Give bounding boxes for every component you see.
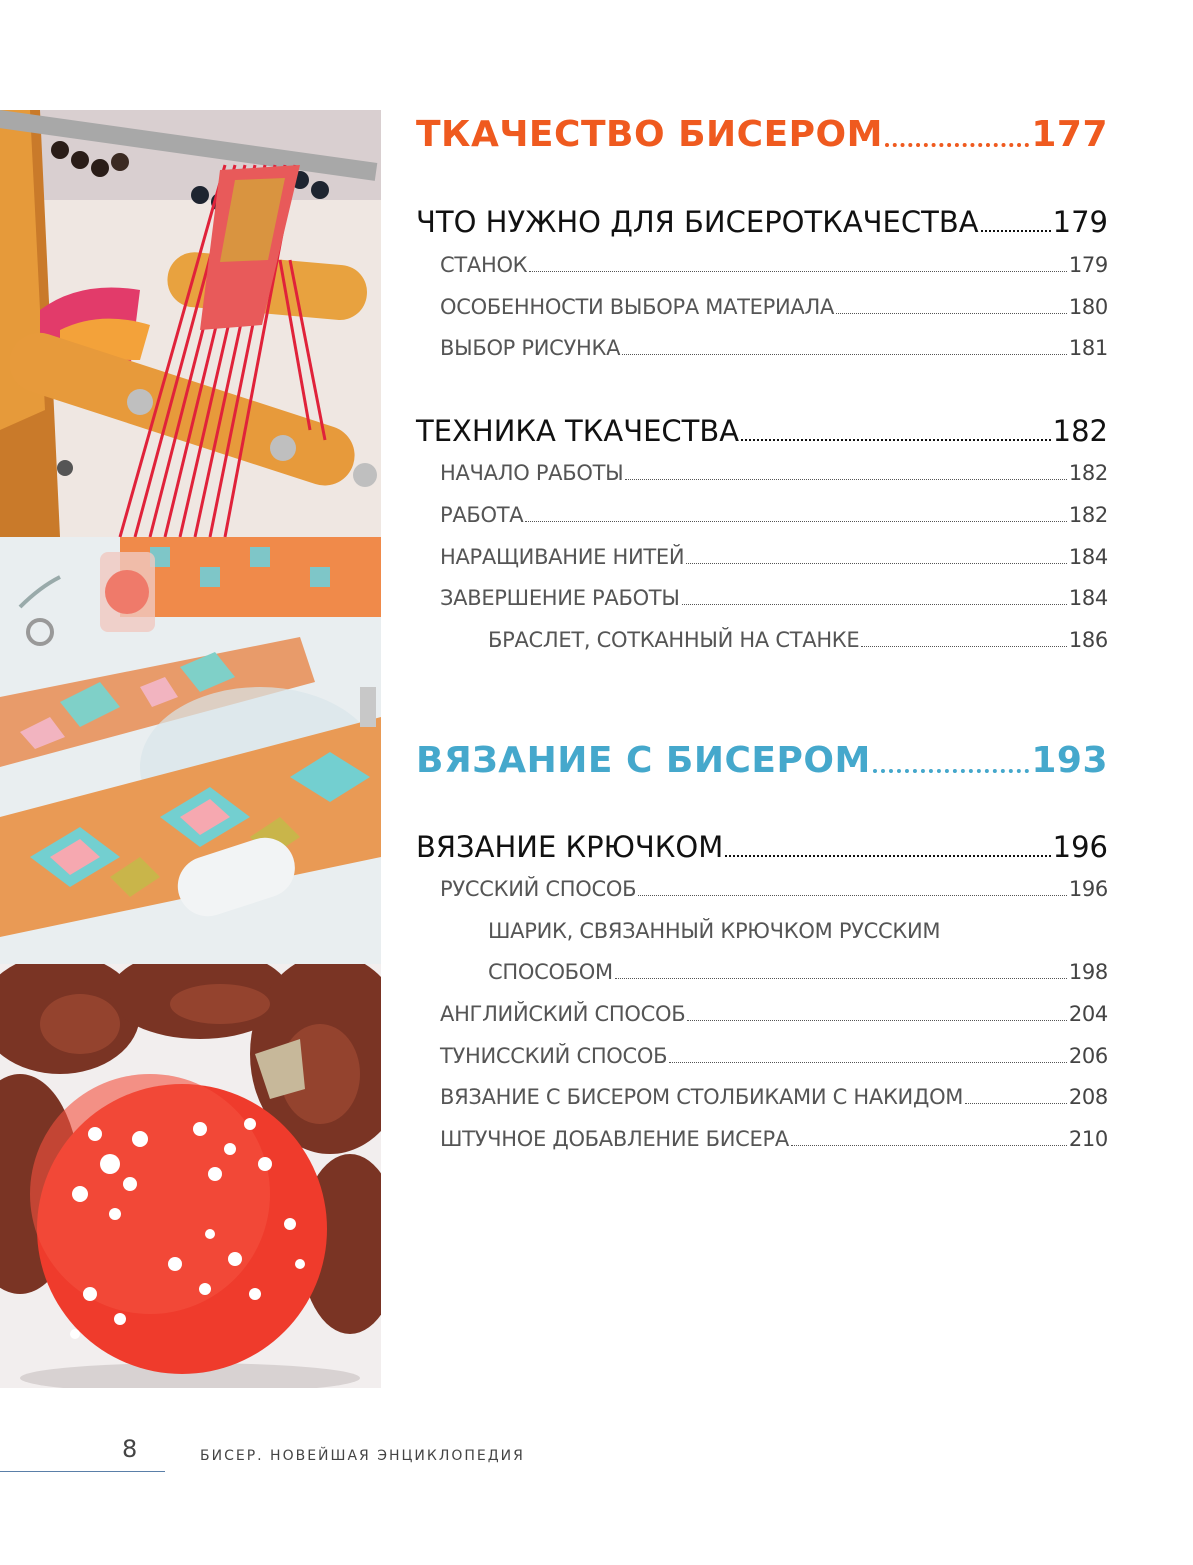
leader-dots xyxy=(725,855,1050,857)
leader-dots xyxy=(791,1145,1067,1146)
leader-dots xyxy=(525,521,1066,522)
leader-dots xyxy=(836,313,1067,314)
running-title: БИСЕР. НОВЕЙШАЯ ЭНЦИКЛОПЕДИЯ xyxy=(200,1448,525,1464)
beaded-ball-photo xyxy=(0,964,381,1388)
toc-subitem[interactable] xyxy=(488,628,1108,652)
item-title: ВЯЗАНИЕ С БИСЕРОМ СТОЛБИКАМИ С НАКИДОМ xyxy=(440,1085,964,1109)
leader-dots xyxy=(741,439,1051,441)
toc-item[interactable] xyxy=(440,295,1108,319)
item-page: 198 xyxy=(1068,960,1108,984)
item-title: ТУНИССКИЙ СПОСОБ xyxy=(440,1044,668,1068)
toc-item[interactable] xyxy=(440,545,1108,569)
part-page: 193 xyxy=(1031,740,1108,781)
leader-dots xyxy=(625,479,1066,480)
item-page: 196 xyxy=(1068,877,1108,901)
part-page: 177 xyxy=(1031,114,1108,155)
woven-bracelet-photo xyxy=(0,537,381,964)
leader-dots xyxy=(687,1020,1066,1021)
part-title: ВЯЗАНИЕ С БИСЕРОМ xyxy=(416,740,871,781)
bead-loom-photo xyxy=(0,110,381,537)
chapter-title: ТЕХНИКА ТКАЧЕСТВА xyxy=(416,414,740,448)
chapter-title: ЧТО НУЖНО ДЛЯ БИСЕРОТКАЧЕСТВА xyxy=(416,205,979,239)
leader-dots xyxy=(965,1103,1067,1104)
toc-item[interactable] xyxy=(440,1127,1108,1151)
toc-item[interactable] xyxy=(440,1085,1108,1109)
item-page: 184 xyxy=(1068,545,1108,569)
toc-item[interactable] xyxy=(440,503,1108,527)
toc-chapter[interactable] xyxy=(416,830,1108,864)
leader-dots xyxy=(686,563,1067,564)
item-title: ОСОБЕННОСТИ ВЫБОРА МАТЕРИАЛА xyxy=(440,295,835,319)
item-page: 204 xyxy=(1068,1002,1108,1026)
item-title: ШТУЧНОЕ ДОБАВЛЕНИЕ БИСЕРА xyxy=(440,1127,789,1151)
leader-dots xyxy=(861,646,1066,647)
leader-dots xyxy=(873,769,1030,773)
chapter-title: ВЯЗАНИЕ КРЮЧКОМ xyxy=(416,830,724,864)
item-title: СТАНОК xyxy=(440,253,528,277)
leader-dots xyxy=(615,978,1067,979)
toc-item[interactable] xyxy=(440,461,1108,485)
chapter-page: 182 xyxy=(1052,414,1108,448)
toc-item[interactable] xyxy=(440,586,1108,610)
item-page: 182 xyxy=(1068,503,1108,527)
item-page: 182 xyxy=(1068,461,1108,485)
item-title: ЗАВЕРШЕНИЕ РАБОТЫ xyxy=(440,586,680,610)
toc-chapter[interactable] xyxy=(416,414,1108,448)
item-page: 210 xyxy=(1068,1127,1108,1151)
toc-subitem[interactable] xyxy=(488,960,1108,984)
item-page: 181 xyxy=(1068,336,1108,360)
toc-part-2[interactable] xyxy=(416,740,1108,781)
item-title: БРАСЛЕТ, СОТКАННЫЙ НА СТАНКЕ xyxy=(488,628,860,652)
leader-dots xyxy=(885,143,1029,147)
item-page: 179 xyxy=(1068,253,1108,277)
item-page: 180 xyxy=(1068,295,1108,319)
item-page: 208 xyxy=(1068,1085,1108,1109)
toc-item[interactable] xyxy=(440,336,1108,360)
footer-rule xyxy=(0,1471,165,1472)
toc-item[interactable] xyxy=(440,253,1108,277)
item-page: 184 xyxy=(1068,586,1108,610)
leader-dots xyxy=(981,230,1051,232)
toc-chapter[interactable] xyxy=(416,205,1108,239)
item-title: ВЫБОР РИСУНКА xyxy=(440,336,621,360)
item-page: 186 xyxy=(1068,628,1108,652)
chapter-page: 179 xyxy=(1052,205,1108,239)
page-number: 8 xyxy=(122,1435,138,1463)
toc-item[interactable] xyxy=(440,1044,1108,1068)
item-page: 206 xyxy=(1068,1044,1108,1068)
chapter-page: 196 xyxy=(1052,830,1108,864)
toc-item[interactable] xyxy=(440,1002,1108,1026)
toc-subitem-line1[interactable]: ШАРИК, СВЯЗАННЫЙ КРЮЧКОМ РУССКИМ xyxy=(488,919,941,943)
item-title: СПОСОБОМ xyxy=(488,960,613,984)
item-title: РАБОТА xyxy=(440,503,524,527)
item-title: АНГЛИЙСКИЙ СПОСОБ xyxy=(440,1002,686,1026)
item-title: НАЧАЛО РАБОТЫ xyxy=(440,461,624,485)
item-title: РУССКИЙ СПОСОБ xyxy=(440,877,637,901)
leader-dots xyxy=(669,1062,1067,1063)
leader-dots xyxy=(622,354,1067,355)
leader-dots xyxy=(638,895,1067,896)
leader-dots xyxy=(529,271,1067,272)
leader-dots xyxy=(682,604,1067,605)
part-title: ТКАЧЕСТВО БИСЕРОМ xyxy=(416,114,883,155)
toc-part-1[interactable] xyxy=(416,114,1108,155)
item-title: НАРАЩИВАНИЕ НИТЕЙ xyxy=(440,545,685,569)
toc-item[interactable] xyxy=(440,877,1108,901)
